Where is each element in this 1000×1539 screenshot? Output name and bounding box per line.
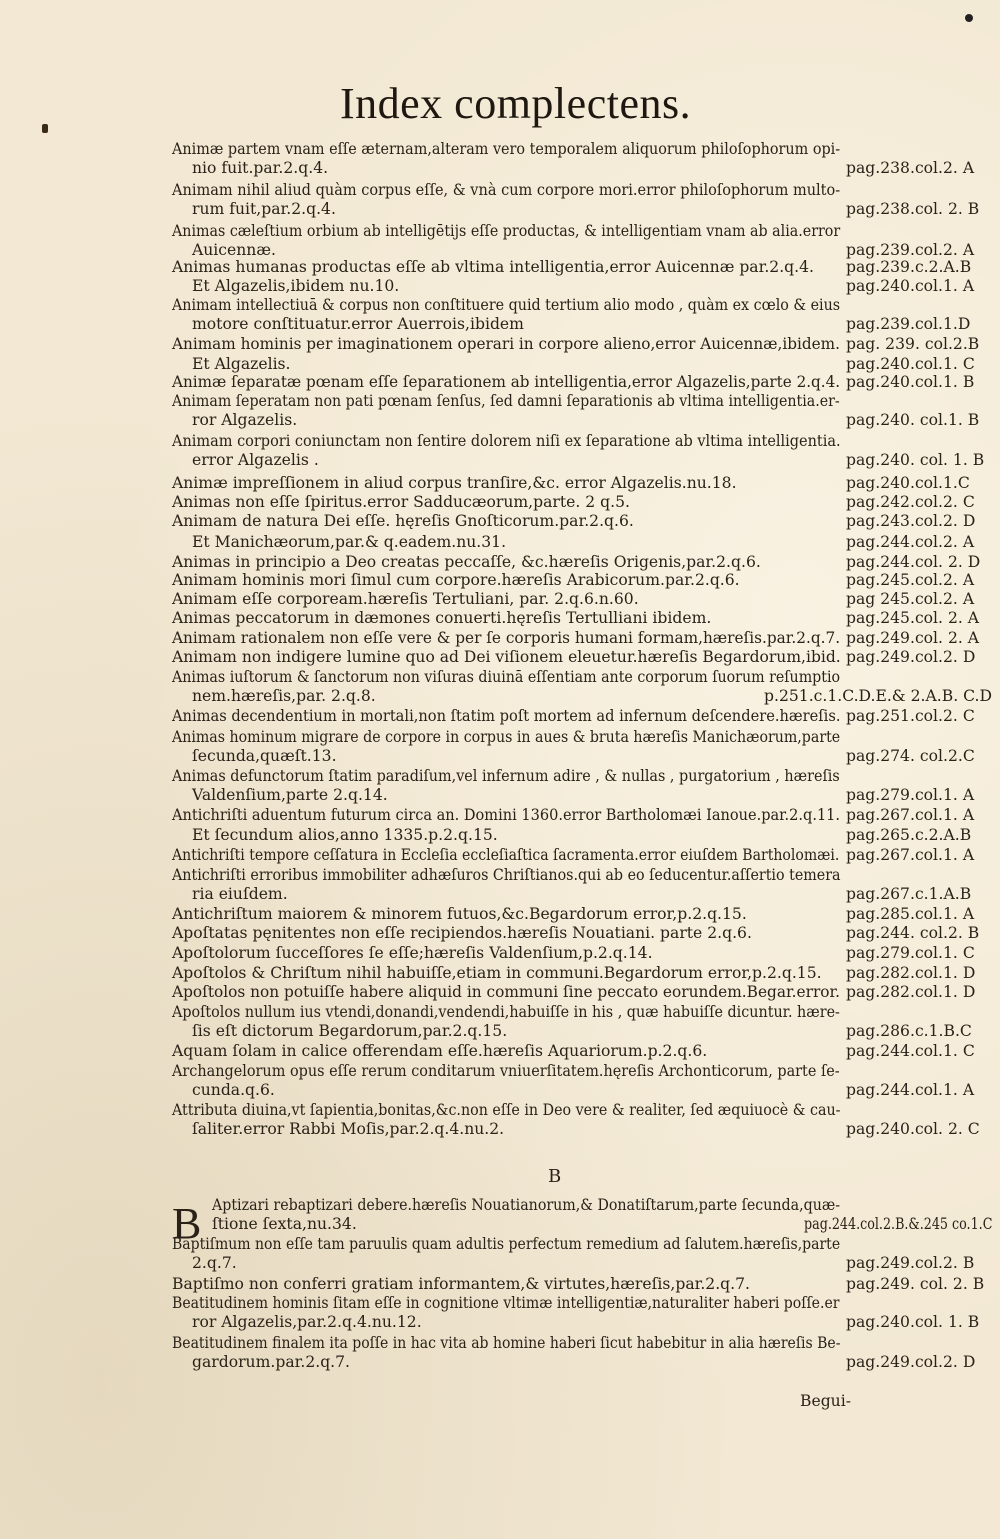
page-reference: pag.251.col.2. C (846, 707, 975, 725)
catchword: Begui- (800, 1392, 851, 1410)
entry-text: Et Manichæorum,par.& q.eadem.nu.31. (192, 533, 507, 551)
entry-continuation: nio fuit.par.2.q.4. (192, 159, 329, 177)
entry-text: Baptiſmo non conferri gratiam informantem,& virtutes,hæreſis,par.2.q.7. (172, 1275, 751, 1293)
entry-text: Animæ impreſſionem in aliud corpus tranſire,&c. error Algazelis.nu.18. (172, 474, 737, 492)
entry-text: Animam de natura Dei eſſe. hęreſis Gnoſticorum.par.2.q.6. (172, 512, 634, 530)
entry-text: Animas peccatorum in dæmones conuerti.hęreſis Tertulliani ibidem. (172, 609, 712, 627)
entry-text: Animas cæleſtium orbium ab intelligētijs eſſe productas, & intelligentiam vnam ab alia.error (172, 222, 841, 240)
entry-text: Animas hominum migrare de corpore in corpus in aues & bruta hæreſis Manichæorum,parte (172, 728, 841, 746)
page-reference: pag.265.c.2.A.B (846, 826, 972, 844)
page-reference: pag.240.col. 1. B (846, 1313, 980, 1331)
entry-continuation: ſaliter.error Rabbi Moſis,par.2.q.4.nu.2. (192, 1120, 505, 1138)
page-reference: pag.240.col.1. B (846, 373, 975, 391)
page-reference: pag.279.col.1. A (846, 786, 975, 804)
page-reference: pag.249.col. 2. A (846, 629, 980, 647)
entry-text: Aquam ſolam in calice offerendam eſſe.hæreſis Aquariorum.p.2.q.6. (172, 1042, 708, 1060)
page-reference: pag.238.col.2. A (846, 159, 975, 177)
page-reference: pag.240. col.1. B (846, 411, 980, 429)
entry-continuation: ſecunda,quæſt.13. (192, 747, 337, 765)
entry-text: Animas iuſtorum & ſanctorum non viſuras diuinā eſſentiam ante corporum ſuorum reſumptio (172, 668, 841, 686)
page-title: Index complectens. (340, 79, 692, 128)
entry-text: Et ſecundum alios,anno 1335.p.2.q.15. (192, 826, 498, 844)
entry-continuation: ror Algazelis,par.2.q.4.nu.12. (192, 1313, 422, 1331)
page-reference: pag.282.col.1. D (846, 983, 976, 1001)
entry-continuation: gardorum.par.2.q.7. (192, 1353, 351, 1371)
page-reference: pag.282.col.1. D (846, 964, 976, 982)
entry-continuation: ria eiuſdem. (192, 885, 288, 903)
entry-text: Beatitudinem finalem ita poſſe in hac vita ab homine haberi ſicut habebitur in alia hæreſis Be- (172, 1334, 841, 1352)
page-reference: pag.239.col.1.D (846, 315, 971, 333)
entry-text: Animas in principio a Deo creatas peccaſſe, &c.hæreſis Origenis,par.2.q.6. (172, 553, 761, 571)
page-reference: pag 245.col.2. A (846, 590, 975, 608)
entry-continuation: cunda.q.6. (192, 1081, 275, 1099)
entry-text: Animam ſeperatam non pati pœnam ſenſus, ſed damni ſeparationis ab vltima intelligentia.er- (172, 392, 840, 410)
page-reference: pag.239.col.2. A (846, 241, 975, 259)
entry-text: Animam rationalem non eſſe vere & per ſe corporis humani formam,hæreſis.par.2.q.7. (172, 629, 841, 647)
page-reference: pag.238.col. 2. B (846, 200, 980, 218)
page-reference: pag.244.col.1. A (846, 1081, 975, 1099)
entry-text: Antichriſti erroribus immobiliter adhæſuros Chriſtianos.qui ab eo ſeducentur.aſſertio temera (172, 866, 841, 884)
page-reference: p.251.c.1.C.D.E.& 2.A.B. C.D (764, 687, 992, 705)
entry-text: Animæ partem vnam eſſe æternam,alteram vero temporalem aliquorum philoſophorum opi- (172, 140, 841, 158)
page-reference: pag.249.col.2. D (846, 648, 976, 666)
entry-continuation: ſis eſt dictorum Begardorum,par.2.q.15. (192, 1022, 508, 1040)
entry-text: Animam hominis mori ſimul cum corpore.hæreſis Arabicorum.par.2.q.6. (172, 571, 740, 589)
entry-continuation: ſtione ſexta,nu.34. (212, 1215, 357, 1233)
page-reference: pag.244.col.1. C (846, 1042, 975, 1060)
page-reference: pag.244.col. 2. D (846, 553, 981, 571)
page-reference: pag.244.col.2. A (846, 533, 975, 551)
entry-text: Apoſtatas pęnitentes non eſſe recipiendos.hæreſis Nouatiani. parte 2.q.6. (172, 924, 752, 942)
entry-text: Apoſtolos & Chriſtum nihil habuiſſe,etiam in communi.Begardorum error,p.2.q.15. (172, 964, 822, 982)
page-reference: pag.267.col.1. A (846, 846, 975, 864)
entry-text: Aptizari rebaptizari debere.hæreſis Nouatianorum,& Donatiſtarum,parte ſecunda,quæ- (212, 1196, 841, 1214)
entry-text: Apoſtolorum ſucceſſores ſe eſſe;hæreſis Valdenſium,p.2.q.14. (172, 944, 653, 962)
entry-continuation: motore conſtituatur.error Auerrois,ibidem (192, 315, 524, 333)
section-letter: B (548, 1166, 562, 1187)
entry-text: Antichriſtum maiorem & minorem futuos,&c.Begardorum error,p.2.q.15. (172, 905, 747, 923)
page-reference: pag.274. col.2.C (846, 747, 975, 765)
page-reference: pag.244. col.2. B (846, 924, 980, 942)
entry-continuation: rum fuit,par.2.q.4. (192, 200, 336, 218)
entry-text: Animam hominis per imaginationem operari in corpore alieno,error Auicennæ,ibidem. (172, 335, 840, 353)
entry-continuation: nem.hæreſis,par. 2.q.8. (192, 687, 376, 705)
entry-text: Animas non eſſe ſpiritus.error Sadducæorum,parte. 2 q.5. (172, 493, 630, 511)
page-reference: pag.249. col. 2. B (846, 1275, 985, 1293)
entry-continuation: 2.q.7. (192, 1254, 237, 1272)
entry-text: Animas humanas productas eſſe ab vltima intelligentia,error Auicennæ par.2.q.4. (172, 258, 815, 276)
entry-text: Et Algazelis. (192, 355, 291, 373)
entry-text: Beatitudinem hominis ſitam eſſe in cognitione vltimæ intelligentiæ,naturaliter haberi poſſe.er (172, 1294, 840, 1312)
entry-text: Animæ ſeparatæ pœnam eſſe ſeparationem ab intelligentia,error Algazelis,parte 2.q.4. (172, 373, 841, 391)
page-reference: pag.240.col.1.C (846, 474, 970, 492)
page-reference: pag.240.col.1. A (846, 277, 975, 295)
page-reference: pag.279.col.1. C (846, 944, 975, 962)
page-reference: pag.240. col. 1. B (846, 451, 985, 469)
entry-text: Attributa diuina,vt ſapientia,bonitas,&c.non eſſe in Deo vere & realiter, ſed æquiuocè & cau- (172, 1101, 841, 1119)
entry-text: Apoſtolos non potuiſſe habere aliquid in communi ſine peccato eorundem.Begar.error. (172, 983, 841, 1001)
page-reference: pag.245.col.2. A (846, 571, 975, 589)
entry-text: Antichriſti aduentum futurum circa an. Domini 1360.error Bartholomæi Ianoue.par.2.q.11. (172, 806, 841, 824)
page-reference: pag.243.col.2. D (846, 512, 976, 530)
page-reference: pag.249.col.2. B (846, 1254, 975, 1272)
page-reference: pag.267.col.1. A (846, 806, 975, 824)
entry-text: Baptiſmum non eſſe tam paruulis quam adultis perfectum remedium ad ſalutem.hæreſis,parte (172, 1235, 841, 1253)
entry-continuation: Valdenſium,parte 2.q.14. (192, 786, 388, 804)
entry-text: Apoſtolos nullum ius vtendi,donandi,vendendi,habuiſſe in his , quæ habuiſſe dicuntur. hære- (172, 1003, 840, 1021)
page-reference: pag.242.col.2. C (846, 493, 975, 511)
entry-text: Et Algazelis,ibidem nu.10. (192, 277, 400, 295)
entry-text: Animas defunctorum ſtatim paradiſum,vel infernum adire , & nullas , purgatorium , hæreſis (172, 767, 840, 785)
entry-continuation: error Algazelis . (192, 451, 319, 469)
entry-text: Animam intellectiuā & corpus non conſtituere quid tertium alio modo , quàm ex cœlo & eius (172, 296, 841, 314)
page-reference: pag.240.col. 2. C (846, 1120, 980, 1138)
drop-cap: B (172, 1199, 202, 1248)
entry-text: Antichriſti tempore ceſſatura in Eccleſia eccleſiaſtica ſacramenta.error eiuſdem Bartholomæi. (172, 846, 840, 864)
page-reference: pag.245.col. 2. A (846, 609, 980, 627)
entry-text: Animam non indigere lumine quo ad Dei viſionem eleuetur.hæreſis Begardorum,ibid. (172, 648, 841, 666)
entry-text: Animam corpori coniunctam non ſentire dolorem niſi ex ſeparatione ab vltima intelligentia. (172, 432, 841, 450)
entry-continuation: Auicennæ. (192, 241, 276, 259)
page-reference: pag.240.col.1. C (846, 355, 975, 373)
page-reference: pag.239.c.2.A.B (846, 258, 972, 276)
page-reference: pag.244.col.2.B.&.245 co.1.C (804, 1215, 993, 1233)
entry-text: Animam nihil aliud quàm corpus eſſe, & vnà cum corpore mori.error philoſophorum multo- (172, 181, 841, 199)
page-reference: pag.285.col.1. A (846, 905, 975, 923)
page-reference: pag.249.col.2. D (846, 1353, 976, 1371)
page-reference: pag.286.c.1.B.C (846, 1022, 972, 1040)
entry-text: Animam eſſe corpoream.hæreſis Tertuliani, par. 2.q.6.n.60. (172, 590, 639, 608)
entry-continuation: ror Algazelis. (192, 411, 298, 429)
entry-text: Archangelorum opus eſſe rerum conditarum vniuerſitatem.hęreſis Archonticorum, parte ſe- (172, 1062, 840, 1080)
page-reference: pag.267.c.1.A.B (846, 885, 972, 903)
page-reference: pag. 239. col.2.B (846, 335, 980, 353)
entry-text: Animas decendentium in mortali,non ſtatim poſt mortem ad infernum deſcendere.hæreſis. (172, 707, 841, 725)
